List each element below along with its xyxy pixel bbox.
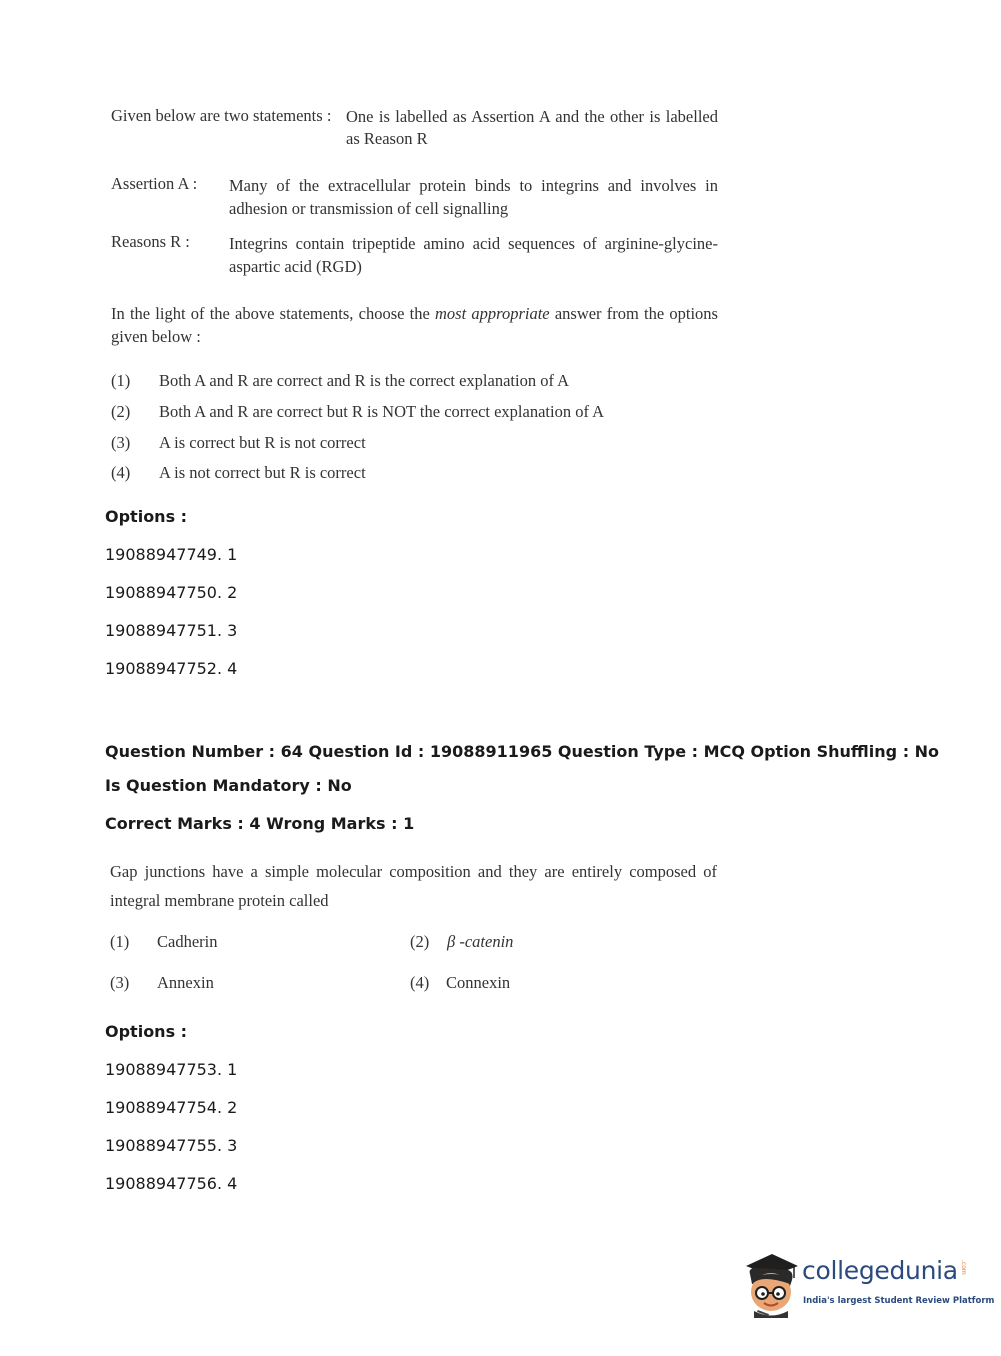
option-id: 19088947751. 3 — [105, 621, 238, 640]
choice-number: (4) — [410, 973, 430, 992]
choice-text: Annexin — [157, 973, 214, 992]
choice-number: (3) — [110, 973, 130, 992]
instruction-text-start: In the light of the above statements, choose the — [111, 304, 436, 323]
choice-text: Both A and R are correct but R is NOT the correct explanation of A — [159, 402, 605, 421]
marks-meta: Correct Marks : 4 Wrong Marks : 1 — [105, 814, 415, 833]
choice-number: (2) — [111, 402, 131, 421]
brand-name: collegedunia — [802, 1256, 958, 1285]
brand-suffix: .com — [960, 1260, 967, 1275]
choice-text: Both A and R are correct and R is the correct explanation of A — [159, 371, 570, 390]
mandatory-meta: Is Question Mandatory : No — [105, 776, 352, 795]
option-id: 19088947756. 4 — [105, 1174, 238, 1193]
brand-tagline: India's largest Student Review Platform — [803, 1296, 995, 1306]
assertion-label: Assertion A : — [111, 174, 198, 193]
option-id: 19088947754. 2 — [105, 1098, 238, 1117]
instruction-emphasis: most appropriate — [435, 304, 550, 323]
choice-number: (1) — [111, 371, 131, 390]
choice-text: Cadherin — [157, 932, 218, 951]
question-stem: Gap junctions have a simple molecular composition and they are entirely composed of integral membrane protein called — [110, 862, 717, 910]
collegedunia-logo — [742, 1250, 995, 1320]
choice-number: (3) — [111, 433, 131, 452]
reason-label: Reasons R : — [111, 232, 190, 251]
assertion-text: Many of the extracellular protein binds to integrins and involves in adhesion or transmission of cell signalling — [229, 176, 718, 218]
option-id: 19088947750. 2 — [105, 583, 238, 602]
choice-text: A is not correct but R is correct — [159, 463, 366, 482]
choice-number: (2) — [410, 932, 430, 951]
option-id: 19088947753. 1 — [105, 1060, 238, 1079]
choice-text: A is correct but R is not correct — [159, 433, 366, 452]
reason-text: Integrins contain tripeptide amino acid sequences of arginine-glycine-aspartic acid (RGD) — [229, 234, 718, 276]
choice-text: β -catenin — [447, 932, 514, 951]
options-heading: Options : — [105, 1022, 188, 1041]
choice-text: Connexin — [446, 973, 511, 992]
intro-text: One is labelled as Assertion A and the other is labelled as Reason R — [346, 107, 718, 148]
question-meta: Question Number : 64 Question Id : 19088911965 Question Type : MCQ Option Shuffling : No — [105, 742, 940, 761]
intro-label: Given below are two statements : — [111, 106, 332, 125]
instruction-text-end: answer from the options given below : — [111, 304, 718, 346]
instruction-text — [111, 302, 718, 348]
option-id: 19088947752. 4 — [105, 659, 238, 678]
student-mascot-icon — [742, 1252, 800, 1318]
choice-number: (4) — [111, 463, 131, 482]
options-heading: Options : — [105, 507, 188, 526]
option-id: 19088947749. 1 — [105, 545, 238, 564]
option-id: 19088947755. 3 — [105, 1136, 238, 1155]
choice-number: (1) — [110, 932, 130, 951]
